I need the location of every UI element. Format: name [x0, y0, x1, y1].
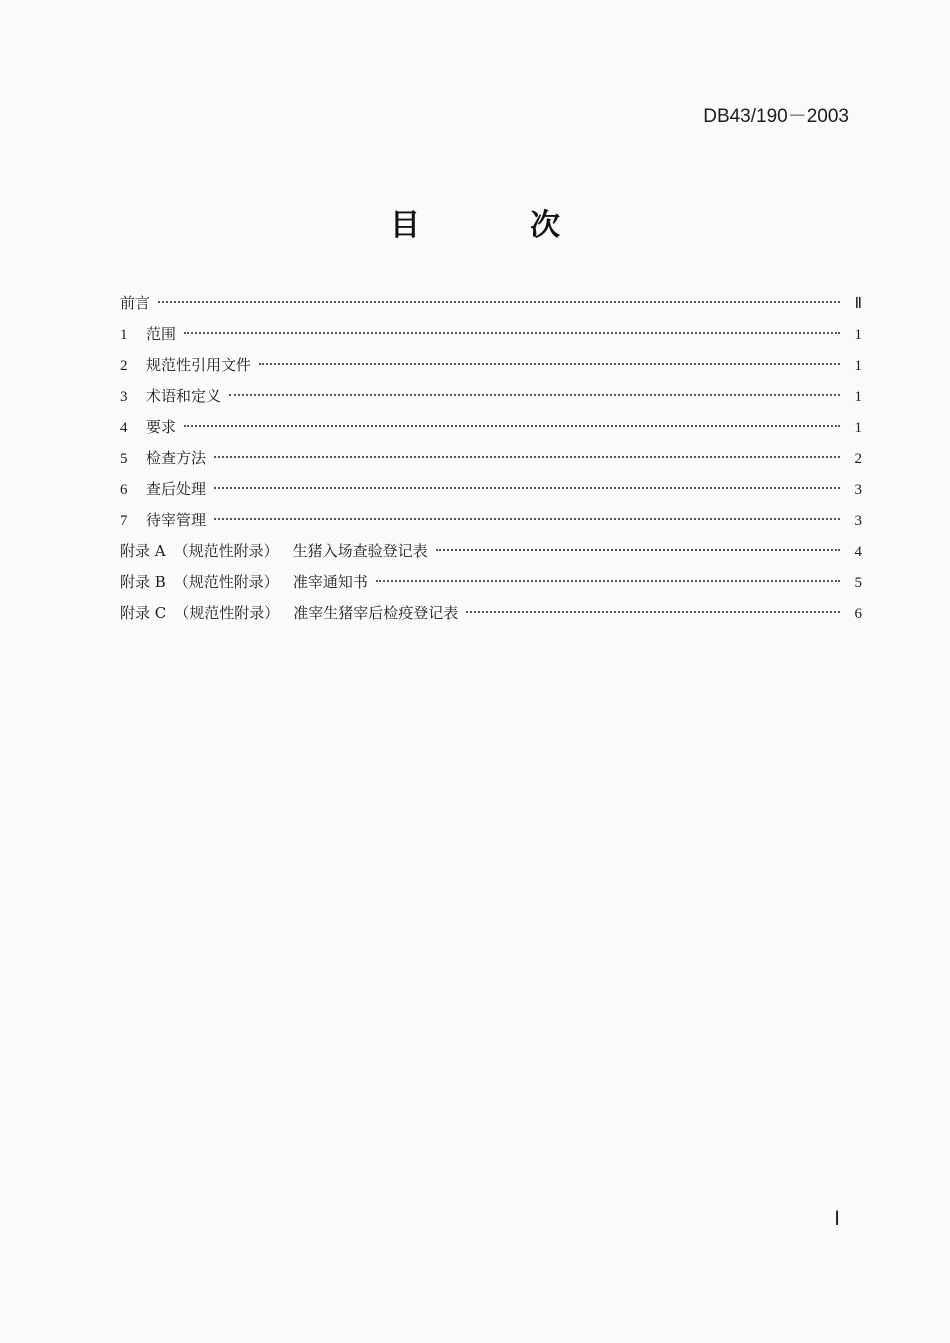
toc-entry-normative-references[interactable] [120, 350, 862, 381]
toc-entry-page: Ⅱ [854, 296, 862, 312]
toc-entry-label: 范围 [146, 325, 177, 343]
toc-appendix-number: 附录 C [120, 604, 167, 622]
page-title: 目次 [390, 208, 670, 243]
toc-entry-post-inspection[interactable] [120, 474, 862, 505]
toc-appendix-number: 附录 A [120, 542, 166, 560]
page-number: Ⅰ [834, 1208, 840, 1230]
toc-leader-dots [376, 580, 840, 582]
toc-entry-scope[interactable] [120, 319, 862, 350]
toc-entry-label: 待宰管理 [146, 511, 207, 529]
toc-appendix-c[interactable] [120, 598, 862, 629]
toc-leader-dots [184, 425, 840, 427]
toc-leader-dots [466, 611, 840, 613]
toc-entry-label: 检查方法 [146, 449, 207, 467]
toc-entry-page: 1 [854, 389, 862, 405]
toc-entry-label: 术语和定义 [146, 387, 222, 405]
table-of-contents [120, 288, 862, 629]
toc-appendix-b[interactable] [120, 567, 862, 598]
toc-entry-number: 2 [120, 358, 128, 374]
toc-leader-dots [214, 487, 840, 489]
toc-entry-number: 5 [120, 451, 128, 467]
toc-entry-foreword[interactable] [120, 288, 862, 319]
toc-leader-dots [184, 332, 840, 334]
toc-entry-page: 1 [854, 327, 862, 343]
toc-leader-dots [229, 394, 840, 396]
toc-entry-label: 前言 [120, 294, 151, 312]
toc-entry-label: 要求 [146, 418, 177, 436]
toc-entry-number: 4 [120, 420, 128, 436]
toc-entry-inspection-methods[interactable] [120, 443, 862, 474]
toc-entry-page: 2 [854, 451, 862, 467]
toc-appendix-type: （规范性附录） [173, 573, 279, 591]
toc-appendix-type: （规范性附录） [174, 604, 280, 622]
toc-appendix-label: 生猪入场查验登记表 [292, 542, 428, 560]
toc-entry-label: 查后处理 [146, 480, 207, 498]
toc-entry-terms-definitions[interactable] [120, 381, 862, 412]
toc-entry-page: 5 [854, 575, 862, 591]
toc-entry-number: 6 [120, 482, 128, 498]
toc-leader-dots [214, 518, 840, 520]
toc-entry-number: 3 [120, 389, 128, 405]
toc-entry-requirements[interactable] [120, 412, 862, 443]
toc-appendix-number: 附录 B [120, 573, 166, 591]
document-number: DB43/190－2003 [703, 106, 849, 127]
toc-entry-page: 6 [854, 606, 862, 622]
toc-appendix-a[interactable] [120, 536, 862, 567]
toc-leader-dots [214, 456, 840, 458]
toc-entry-page: 4 [854, 544, 862, 560]
toc-appendix-label: 准宰通知书 [292, 573, 368, 591]
toc-entry-number: 7 [120, 513, 128, 529]
toc-appendix-type: （规范性附录） [173, 542, 279, 560]
toc-entry-page: 1 [854, 420, 862, 436]
toc-entry-page: 1 [854, 358, 862, 374]
toc-entry-label: 规范性引用文件 [146, 356, 252, 374]
toc-appendix-label: 准宰生猪宰后检疫登记表 [293, 604, 459, 622]
toc-leader-dots [436, 549, 840, 551]
toc-entry-page: 3 [854, 482, 862, 498]
toc-leader-dots [259, 363, 840, 365]
toc-entry-page: 3 [854, 513, 862, 529]
toc-entry-lairage-management[interactable] [120, 505, 862, 536]
toc-entry-number: 1 [120, 327, 128, 343]
toc-leader-dots [158, 301, 840, 303]
